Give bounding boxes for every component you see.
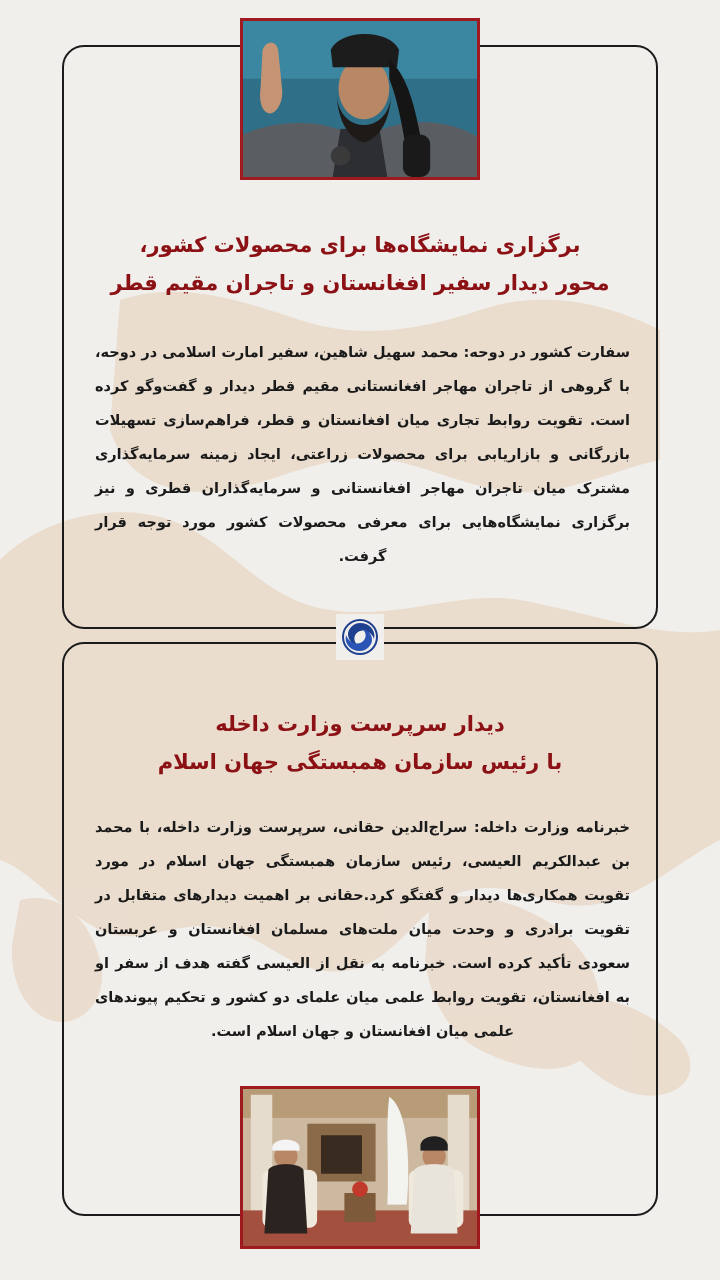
story-one-headline xyxy=(100,226,620,302)
swirl-logo-icon xyxy=(336,614,384,660)
ambassador-photo xyxy=(240,18,480,180)
meeting-photo xyxy=(240,1086,480,1249)
story-two-headline-line1: دیدار سرپرست وزارت داخله xyxy=(215,712,505,736)
story-two-headline-line2: با رئیس سازمان همبستگی جهان اسلام xyxy=(157,750,563,774)
story-one-headline-line1: برگزاری نمایشگاه‌ها برای محصولات کشور، xyxy=(139,233,581,257)
divider-logo xyxy=(336,614,384,660)
story-one-body: سفارت کشور در دوحه: محمد سهیل شاهین، سفیر امارت اسلامی در دوحه، با گروهی از تاجران مهاجر افغانستانی مقیم قطر دیدار و گفت‌وگو کرده است. تقویت روابط تجاری میان افغانستان و قطر، فراهم‌سازی تسهیلات بازرگانی و بازاریابی برای محصولات زراعتی، ایجاد زمینه سرمایه‌گذاری مشترک میان تاجران مهاجر افغانستانی و سرمایه‌گذاران قطری و نیز برگزاری نمایشگاه‌هایی برای معرفی محصولات کشور مورد توجه قرار گرفت. xyxy=(95,345,630,565)
story-two-body: خبرنامه وزارت داخله: سراج‌الدین حقانی، سرپرست وزارت داخله، با محمد بن عبدالکریم العیسی، رئیس سازمان همبستگی جهان اسلام در مورد تقویت همکاری‌ها دیدار و گفتگو کرد.حقانی بر اهمیت دیدارهای متقابل در تقویت برادری و وحدت میان ملت‌های مسلمان افغانستان و عربستان سعودی تأکید کرده است. خبرنامه به نقل از العیسی گفته هدف از سفر او به افغانستان، تقویت روابط علمی میان علمای دو کشور و تحکیم پیوندهای علمی میان افغانستان و جهان اسلام است. xyxy=(95,820,630,1040)
story-two-headline xyxy=(100,705,620,781)
story-one-headline-line2: محور دیدار سفیر افغانستان و تاجران مقیم قطر xyxy=(110,271,610,295)
